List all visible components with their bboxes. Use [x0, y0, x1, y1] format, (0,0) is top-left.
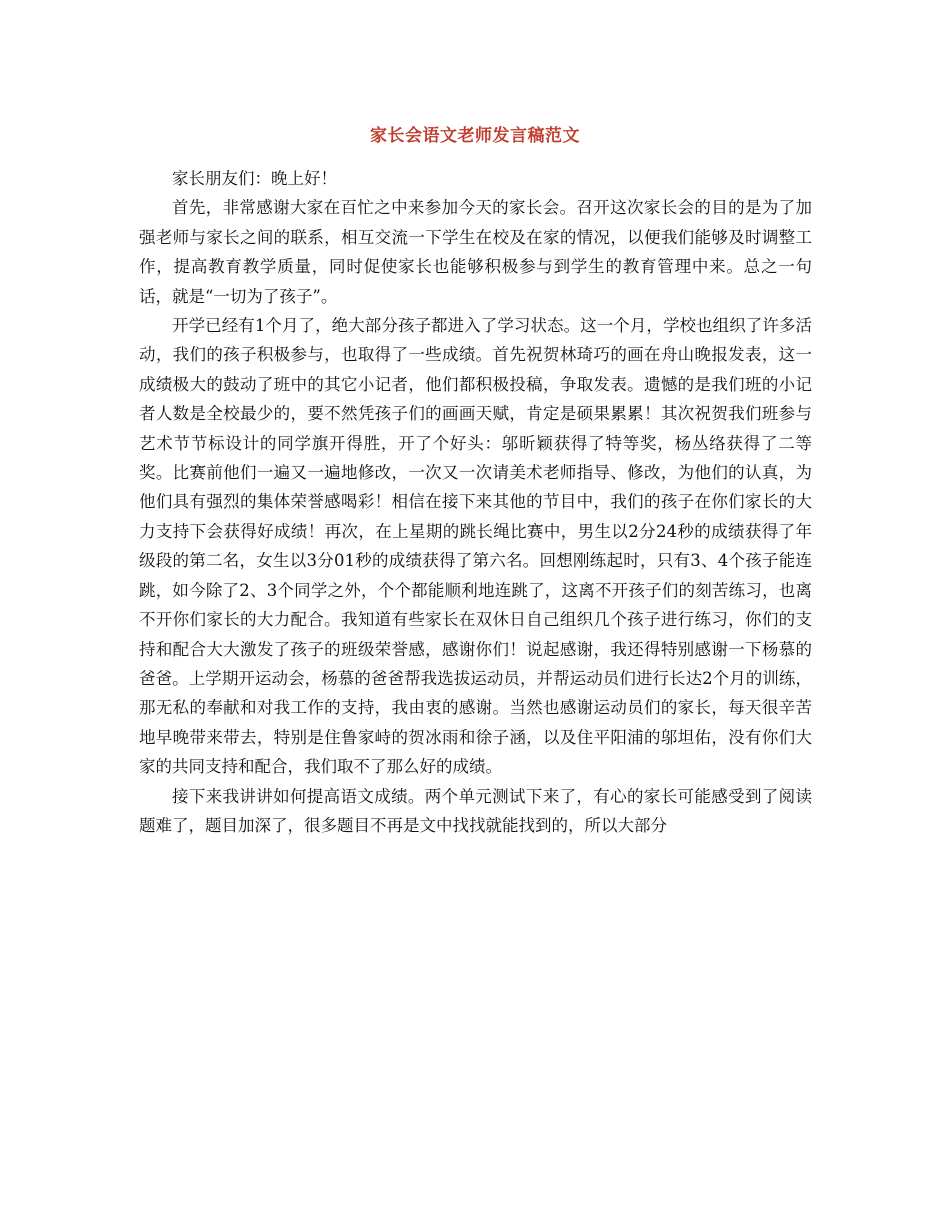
paragraph-achievements: 开学已经有1个月了，绝大部分孩子都进入了学习状态。这一个月，学校也组织了许多活动，我们的孩子积极参与，也取得了一些成绩。首先祝贺林琦巧的画在舟山晚报发表，这一成绩极大的鼓动了班中的其它小记者，他们都积极投稿，争取发表。遗憾的是我们班的小记者人数是全校最少的，要不然凭孩子们的画画天赋，肯定是硕果累累！其次祝贺我们班参与艺术节节标设计的同学旗开得胜，开了个好头：邬昕颖获得了特等奖，杨丛络获得了二等奖。比赛前他们一遍又一遍地修改，一次又一次请美术老师指导、修改，为他们的认真，为他们具有强烈的集体荣誉感喝彩！相信在接下来其他的节目中，我们的孩子在你们家长的大力支持下会获得好成绩！再次，在上星期的跳长绳比赛中，男生以2分24秒的成绩获得了年级段的第二名，女生以3分01秒的成绩获得了第六名。回想刚练起时，只有3、4个孩子能连跳，如今除了2、3个同学之外，个个都能顺利地连跳了，这离不开孩子们的刻苦练习，也离不开你们家长的大力配合。我知道有些家长在双休日自己组织几个孩子进行练习，你们的支持和配合大大激发了孩子的班级荣誉感，感谢你们！说起感谢，我还得特别感谢一下杨慕的爸爸。上学期开运动会，杨慕的爸爸帮我选拔运动员，并帮运动员们进行长达2个月的训练，那无私的奉献和对我工作的支持，我由衷的感谢。当然也感谢运动员们的家长，每天很辛苦地早晚带来带去，特别是住鲁家峙的贺冰雨和徐子涵，以及住平阳浦的邬坦佑，没有你们大家的共同支持和配合，我们取不了那么好的成绩。 — [139, 316, 812, 777]
paragraph-greeting: 家长朋友们：晚上好！ — [172, 169, 337, 188]
paragraph-intro: 首先，非常感谢大家在百忙之中来参加今天的家长会。召开这次家长会的目的是为了加强老师与家长之间的联系，相互交流一下学生在校及在家的情况，以便我们能够及时调整工作，提高教育教学质量，同时促使家长也能够积极参与到学生的教育管理中来。总之一句话，就是“一切为了孩子”。 — [139, 198, 812, 306]
document-body — [139, 164, 812, 840]
paragraph-chinese-scores: 接下来我讲讲如何提高语文成绩。两个单元测试下来了，有心的家长可能感受到了阅读题难了，题目加深了，很多题目不再是文中找找就能找到的，所以大部分 — [139, 786, 812, 835]
document-title: 家长会语文老师发言稿范文 — [370, 126, 580, 146]
